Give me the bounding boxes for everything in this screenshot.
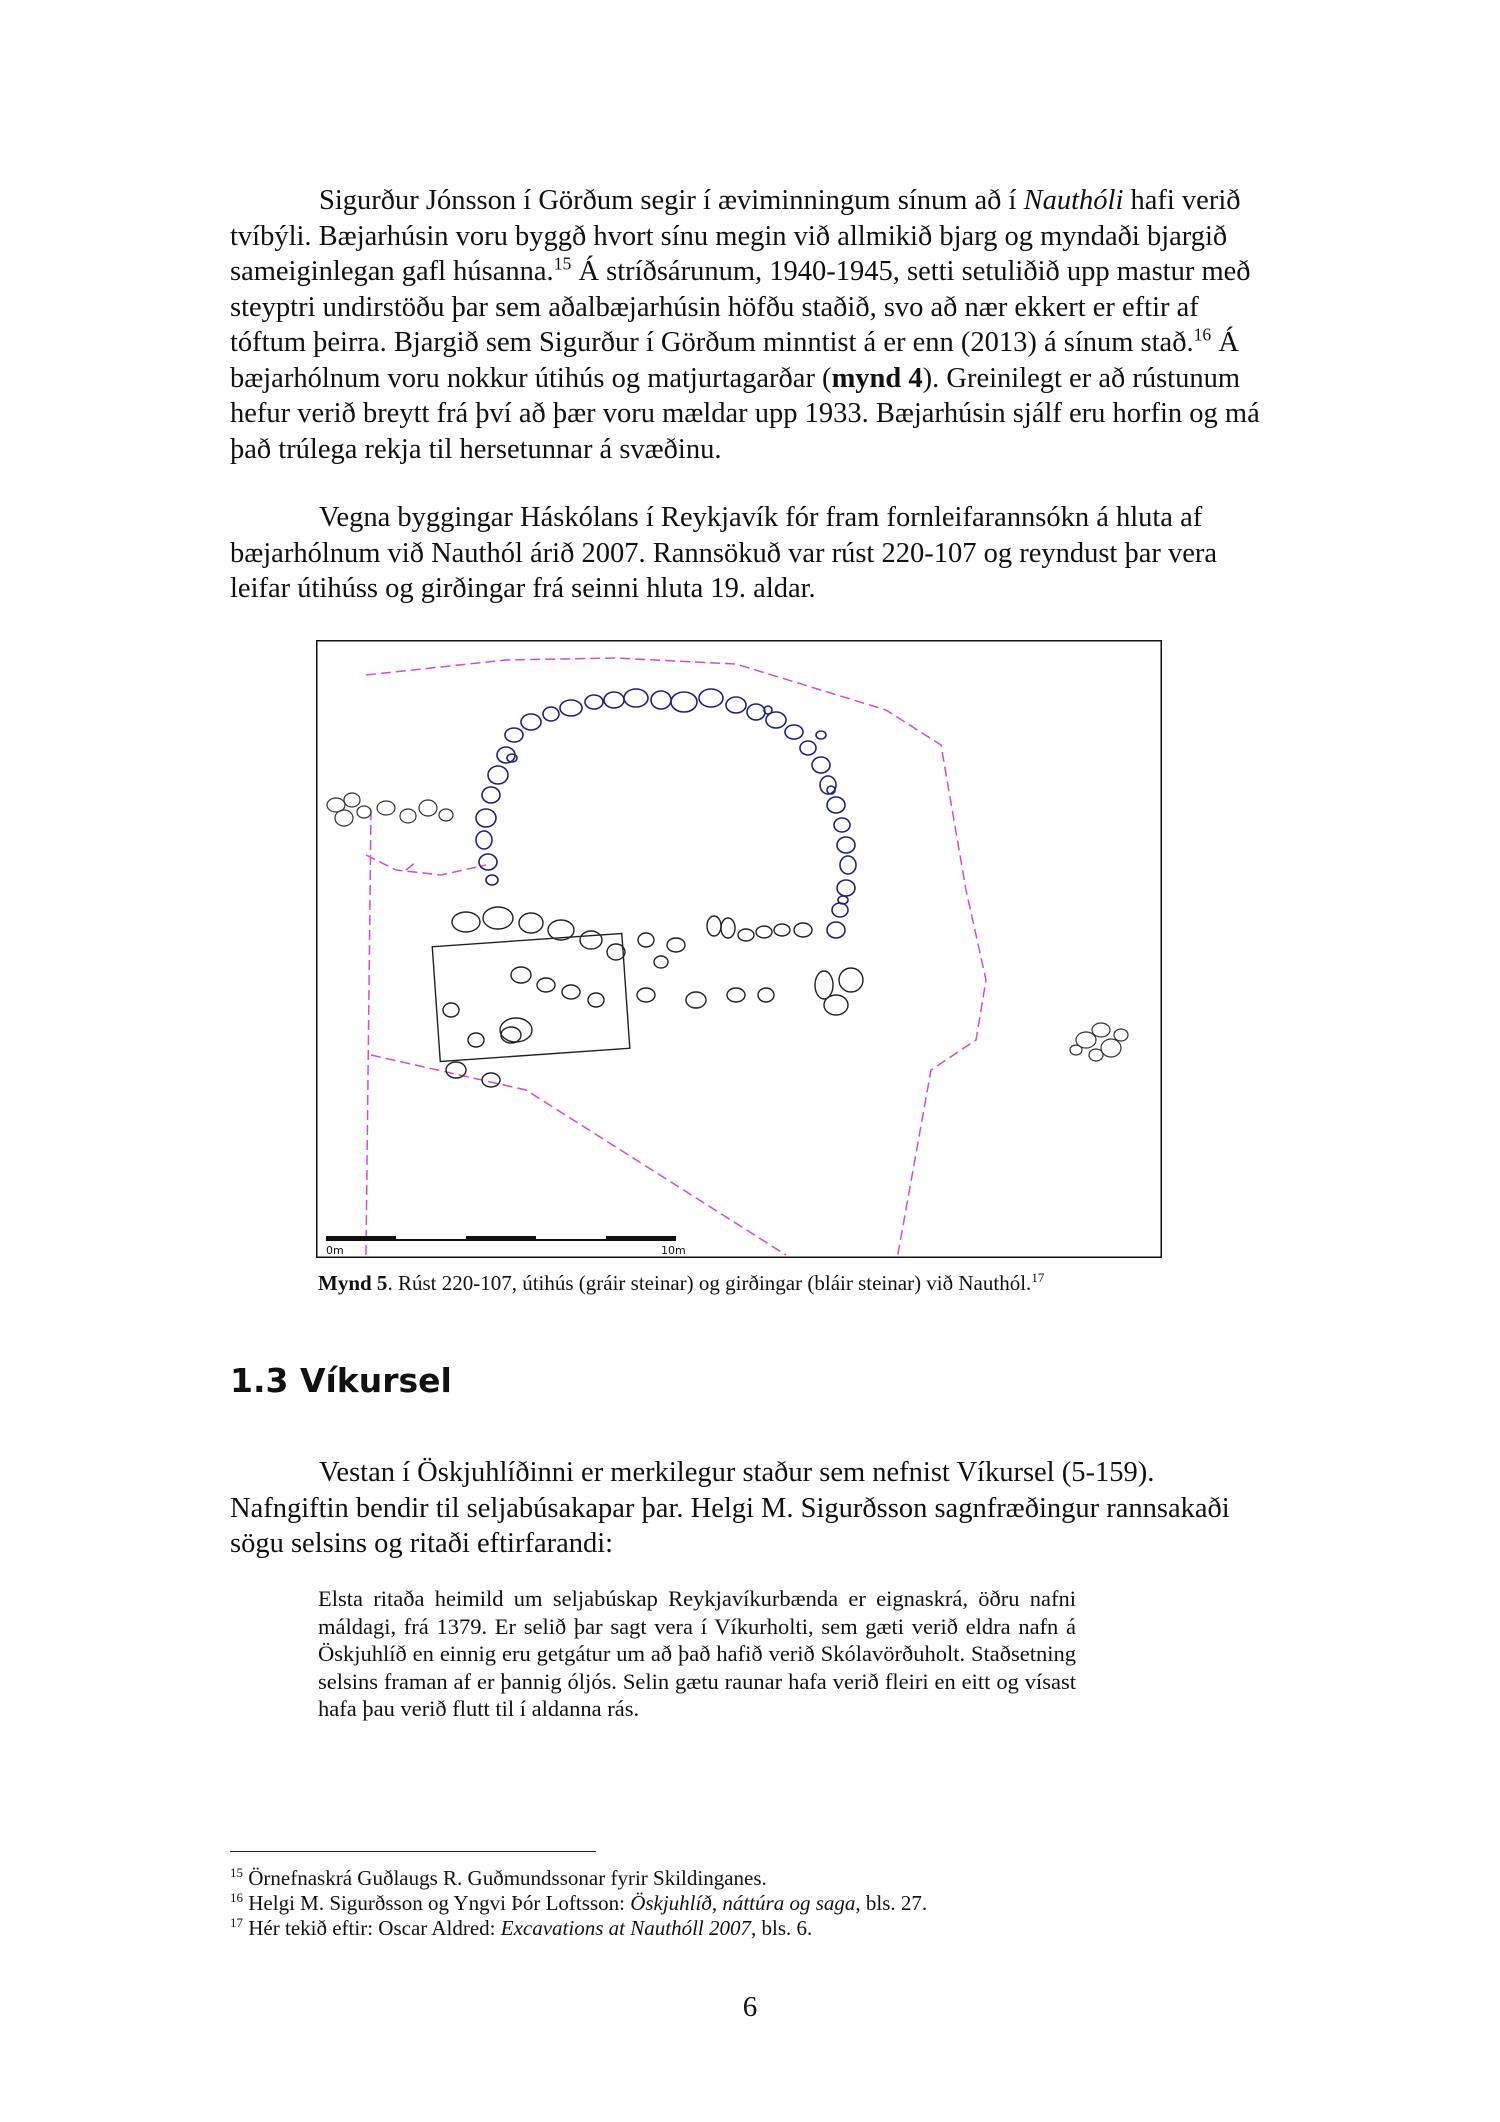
block-quote: Elsta ritaða heimild um seljabúskap Reykjavíkurbænda er eignaskrá, öðru nafni máldagi, frá 1379. Er selið þar sagt vera í Víkurholti, sem gæti verið eldra nafn á Öskjuhlíð en einnig eru getgátur um að það hafið verið Skólavörðuholt. Staðsetning selsins framan af er þannig óljós. Selin gætu raunar hafa verið fleiri en eitt og vísast hafa þau verið flutt til í aldanna rás. [318, 1586, 1076, 1721]
body-paragraph-2: Vegna byggingar Háskólans í Reykjavík fór fram fornleifarannsókn á hluta af bæjarhólnum við Nauthól árið 2007. Rannsökuð var rúst 220-107 og reyndust þar vera leifar útihúss og girðingar frá seinni hluta 19. aldar. [230, 502, 1218, 604]
footnote-16: $^{16}$ Helgi M. Sigurðsson og Yngvi Þór Loftsson: Öskjuhlíð, náttúra og saga, bls. 27. [230, 1890, 928, 1915]
place-name-italic: Nauthóli [1023, 185, 1124, 216]
footnote-ref-17[interactable]: 17 [1031, 1270, 1045, 1285]
footnote-15: $^{15}$ Örnefnaskrá Guðlaugs R. Guðmundssonar fyrir Skildinganes. [230, 1865, 767, 1890]
page-number: 6 [742, 1991, 758, 2023]
figure-reference: mynd 4 [831, 362, 923, 394]
footnote-ref-15[interactable]: 15 [553, 253, 572, 274]
scale-label-start: 0m [326, 1244, 344, 1257]
site-plan-figure [316, 640, 1162, 1258]
figure-label: Mynd 5 [318, 1271, 388, 1295]
footnote-17: $^{17}$ Hér tekið eftir: Oscar Aldred: Excavations at Nauthóll 2007, bls. 6. [230, 1915, 813, 1940]
scale-label-end: 10m [661, 1244, 686, 1257]
body-paragraph-3: Vestan í Öskjuhlíðinni er merkilegur staður sem nefnist Víkursel (5-159). Nafngiftin bendir til seljabúsakapar þar. Helgi M. Sigurðsson sagnfræðingur rannsakaði sögu selsins og ritaði eftirfarandi: [230, 1457, 1230, 1559]
figure-frame [317, 641, 1162, 1258]
section-heading: 1.3 Víkursel [230, 1361, 452, 1400]
footnote-ref-16[interactable]: 16 [1193, 324, 1212, 345]
figure-caption: Mynd 5. Rúst 220-107, útihús (gráir steinar) og girðingar (bláir steinar) við Nauthól.$^{17}$ [318, 1270, 1045, 1295]
body-paragraph-1: Sigurður Jónsson í Görðum segir í æviminningum sínum að í Nauthóli hafi verið tvíbýli. Bæjarhúsin voru byggð hvort sínu megin við allmikið bjarg og myndaði bjargið sameiginlegan gafl húsanna.$^{15}$ Á stríðsárunum, 1940-1945, setti setuliðið upp mastur með steyptri undirstöðu þar sem aðalbæjarhúsin höfðu staðið, svo að nær ekkert er eftir af tóftum þeirra. Bjargið sem Sigurður í Görðum minntist á er enn (2013) á sínum stað.$^{16}$ Á bæjarhólnum voru nokkur útihús og matjurtagarðar (mynd 4). Greinilegt er að rústunum hefur verið breytt frá því að þær voru mældar upp 1933. Bæjarhúsin sjálf eru horfin og má það trúlega rekja til hersetunnar á svæðinu. [230, 185, 1260, 465]
footnote-separator [230, 1851, 596, 1852]
